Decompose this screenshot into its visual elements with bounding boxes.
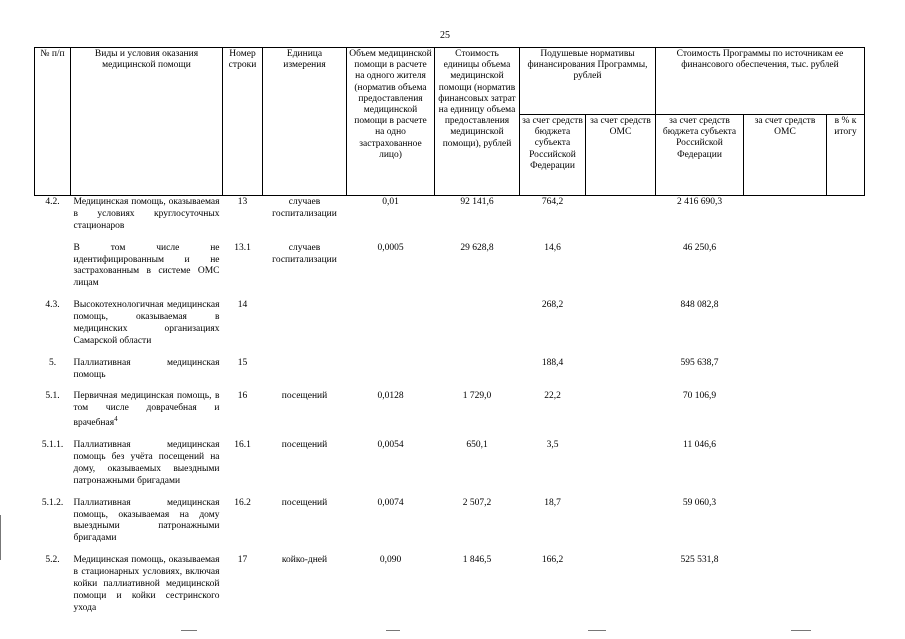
cell-program-pct: [827, 439, 865, 497]
cell-program-budget: 525 531,8: [680, 555, 719, 566]
header-program-cost: Стоимость Программы по источникам ее финансового обеспечения, тыс. рублей: [656, 48, 865, 115]
cell-per-capita-budget: 268,2: [541, 300, 564, 311]
cell-program-oms: [744, 196, 827, 242]
cell-cost: [435, 299, 520, 357]
cell-line: 13: [237, 197, 248, 207]
cell-program-budget: 2 416 690,3: [676, 197, 723, 207]
cell-per-capita-oms: [586, 497, 656, 555]
cell-cost: [435, 357, 520, 391]
cell-unit: случаев госпитализации: [272, 197, 337, 219]
cell-per-capita-budget: 22,2: [544, 391, 561, 402]
cell-per-capita-oms: [586, 357, 656, 391]
table-row: [35, 196, 865, 242]
cell-program-oms: [744, 390, 827, 439]
cell-num: 5.: [48, 357, 57, 368]
table-row: [35, 299, 865, 357]
header-program-oms: за счет средств ОМС: [744, 115, 827, 196]
table-row: [35, 357, 865, 391]
cell-program-budget: 59 060,3: [682, 497, 717, 508]
cell-volume: 0,0054: [377, 440, 404, 451]
cell-cost: 1 729,0: [462, 391, 492, 402]
header-program-budget: за счет средств бюджета субъекта Российской Федерации: [656, 115, 744, 196]
header-program-pct: в % к итогу: [827, 115, 865, 196]
cell-program-pct: [827, 357, 865, 391]
table-row: [35, 242, 865, 300]
cell-program-oms: [744, 439, 827, 497]
cell-line: 16: [237, 391, 248, 402]
table-row: [35, 497, 865, 555]
cell-unit: посещений: [281, 440, 328, 451]
cell-line: 15: [237, 357, 248, 368]
cell-per-capita-oms: [586, 554, 656, 623]
cell-per-capita-budget: 764,2: [541, 197, 564, 207]
scan-artifact: [791, 630, 811, 631]
cell-name: Медицинская помощь, оказываемая в условиях круглосуточных стационаров: [73, 197, 220, 231]
cell-program-budget: 70 106,9: [682, 391, 717, 402]
cell-line: 16.1: [234, 440, 251, 451]
scan-artifact: [386, 630, 400, 631]
scan-artifact: [181, 630, 197, 631]
cell-program-pct: [827, 390, 865, 439]
cell-per-capita-budget: 18,7: [544, 497, 561, 508]
scan-artifact: [588, 630, 606, 631]
cell-per-capita-budget: 188,4: [541, 357, 564, 368]
cell-program-pct: [827, 554, 865, 623]
cell-unit: посещений: [281, 391, 328, 402]
cell-program-budget: 46 250,6: [682, 242, 717, 253]
cell-cost: 1 846,5: [462, 555, 492, 566]
cell-program-oms: [744, 299, 827, 357]
cell-line: 16.2: [234, 497, 251, 508]
cell-per-capita-oms: [586, 390, 656, 439]
table-row: [35, 390, 865, 439]
cell-unit: [263, 299, 347, 357]
cell-volume: 0,01: [382, 197, 399, 207]
cell-program-budget: 848 082,8: [680, 300, 719, 311]
cell-per-capita-budget: 14,6: [544, 242, 561, 253]
header-kind: Виды и условия оказания медицинской помощи: [71, 48, 223, 196]
cell-cost: 29 628,8: [460, 242, 494, 253]
cell-program-budget: 11 046,6: [683, 440, 716, 451]
header-volume: Объем медицинской помощи в расчете на одного жителя (норматив объема предоставления медицинской помощи в расчете на одно застрахованное лицо): [347, 48, 435, 196]
cell-unit: посещений: [281, 497, 328, 508]
cell-num: 5.1.1.: [41, 440, 64, 451]
page-number: 25: [440, 30, 450, 41]
header-per-capita: Подушевые нормативы финансирования Программы, рублей: [520, 48, 656, 115]
cell-cost: 2 507,2: [462, 497, 492, 508]
medical-care-table: [34, 47, 865, 624]
cell-per-capita-budget: 3,5: [546, 440, 559, 451]
cell-cost: 650,1: [466, 440, 488, 451]
cell-volume: 0,0128: [377, 391, 404, 402]
cell-line: 13.1: [234, 242, 251, 253]
cell-volume: 0,0005: [377, 242, 404, 253]
cell-cost: 92 141,6: [460, 197, 494, 207]
cell-name: Высокотехнологичная медицинская помощь, оказываемая в медицинских организациях Самарской области: [73, 300, 220, 346]
cell-program-pct: [827, 242, 865, 300]
table-row: [35, 439, 865, 497]
cell-num: 5.1.2.: [41, 497, 64, 508]
cell-name: В том числе не идентифицированным и не застрахованным в системе ОМС лицам: [73, 242, 220, 289]
header-unit: Единица измерения: [263, 48, 347, 196]
cell-per-capita-budget: 166,2: [541, 555, 564, 566]
cell-volume: 0,090: [379, 555, 402, 566]
cell-program-budget: 595 638,7: [680, 357, 719, 368]
header-per-capita-budget: за счет средств бюджета субъекта Российской Федерации: [520, 115, 586, 196]
cell-program-pct: [827, 196, 865, 242]
header-num: № п/п: [35, 48, 71, 196]
cell-line: 17: [237, 555, 248, 566]
header-cost: Стоимость единицы объема медицинской помощи (норматив финансовых затрат на единицу объема предоставления медицинской помощи), рублей: [435, 48, 520, 196]
cell-name: Паллиативная медицинская помощь: [73, 357, 220, 380]
cell-per-capita-oms: [586, 242, 656, 300]
cell-volume: [347, 299, 435, 357]
cell-per-capita-oms: [586, 196, 656, 242]
cell-num: 4.3.: [45, 300, 60, 311]
footnote-marker: 4: [114, 415, 118, 424]
cell-num: 5.1.: [45, 391, 60, 402]
cell-unit: койко-дней: [281, 555, 328, 566]
header-per-capita-oms: за счет средств ОМС: [586, 115, 656, 196]
cell-program-oms: [744, 497, 827, 555]
cell-name: Паллиативная медицинская помощь, оказываемая на дому выездными патронажными бригадами: [73, 497, 220, 544]
cell-volume: [347, 357, 435, 391]
cell-name: Медицинская помощь, оказываемая в стационарных условиях, включая койки паллиативной медицинской помощи и койки сестринского ухода: [73, 555, 220, 613]
cell-volume: 0,0074: [377, 497, 404, 508]
cell-num: [35, 242, 71, 300]
cell-num: 5.2.: [45, 555, 60, 566]
cell-program-oms: [744, 357, 827, 391]
row-name-text: Первичная медицинская помощь, в том числе доврачебная и врачебная: [73, 391, 220, 429]
cell-num: 4.2.: [45, 197, 60, 207]
cell-unit: [263, 357, 347, 391]
cell-program-pct: [827, 299, 865, 357]
cell-per-capita-oms: [586, 439, 656, 497]
table-body: [35, 196, 865, 624]
cell-unit: случаев госпитализации: [272, 242, 337, 265]
cell-name: Паллиативная медицинская помощь без учёта посещений на дому, оказываемых выездными патронажными бригадами: [73, 440, 220, 486]
cell-program-oms: [744, 242, 827, 300]
table-row: [35, 554, 865, 623]
cell-name: [71, 390, 223, 439]
cell-program-pct: [827, 497, 865, 555]
cell-program-oms: [744, 554, 827, 623]
cell-per-capita-oms: [586, 299, 656, 357]
scan-artifact: [0, 515, 1, 560]
cell-line: 14: [237, 300, 248, 311]
header-line: Номер строки: [223, 48, 263, 196]
